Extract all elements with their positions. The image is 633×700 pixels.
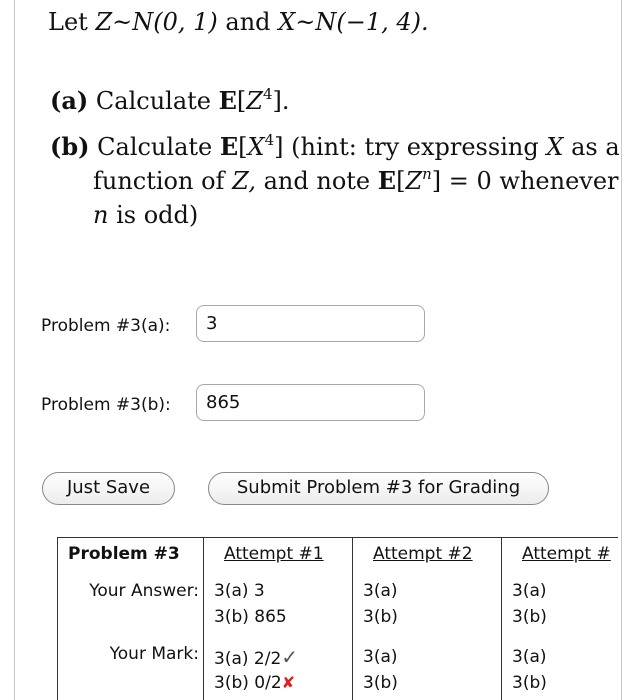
question-a-close: ].: [272, 87, 290, 115]
attempt-2-mark-a: 3(a): [363, 647, 398, 667]
row-label-your-answer: Your Answer:: [89, 581, 199, 601]
answer-a-input[interactable]: [196, 305, 425, 342]
intro-and: and: [225, 8, 271, 36]
intro-x: X: [278, 8, 296, 36]
problem-intro: Let Z~N(0, 1) and X~N(−1, 4).: [48, 8, 429, 36]
question-b-var: X: [247, 133, 265, 161]
question-b-line2-end: ] = 0 whenever: [431, 167, 619, 195]
attempt-column-3: [502, 538, 618, 700]
question-b-label: (b): [50, 132, 90, 161]
question-b-power: 4: [264, 131, 275, 149]
just-save-button[interactable]: Just Save: [42, 472, 175, 505]
intro-let: Let: [48, 8, 88, 36]
question-b-line2-mid: and note: [263, 167, 371, 195]
question-b-line2-power: n: [422, 165, 432, 183]
attempt-1-mark-a: 3(a) 2/2: [214, 649, 282, 669]
answer-a-label: Problem #3(a):: [41, 316, 171, 336]
cross-icon: ✘: [281, 673, 296, 692]
question-b-line3-end: is odd): [116, 201, 199, 229]
attempt-1-mark-b: 3(b) 0/2: [214, 673, 282, 693]
question-a-expectation: E: [218, 86, 237, 115]
intro-x-dist: N(−1, 4).: [315, 8, 429, 36]
question-b-line2-expr: Z: [405, 167, 423, 195]
attempt-2-mark-b: 3(b): [363, 673, 398, 693]
check-icon: ✓: [281, 645, 299, 669]
attempt-2-answer-a: 3(a): [363, 581, 398, 601]
intro-z: Z: [95, 8, 113, 36]
question-b-text: Calculate: [97, 133, 213, 161]
answer-b-label: Problem #3(b):: [41, 395, 171, 415]
attempts-table: [57, 537, 618, 700]
attempt-1-answer-b: 3(b) 865: [214, 607, 287, 627]
question-b-line1: (b) Calculate $E[X^4]$ (hint: try expressing X as a: [50, 131, 620, 161]
answer-b-input[interactable]: [196, 384, 425, 421]
attempts-label-column: [58, 538, 204, 700]
question-b-line2-expectation: E: [377, 166, 397, 195]
question-a-power: 4: [262, 85, 273, 103]
attempt-3-mark-b: 3(b): [512, 673, 547, 693]
intro-z-dist: N(0, 1): [132, 8, 218, 36]
attempt-3-mark-a: 3(a): [512, 647, 547, 667]
question-b-line2: function of Z, and note $E[Z^n] = 0$ whenever: [93, 165, 619, 195]
question-a-text: Calculate: [95, 87, 211, 115]
submit-grading-button[interactable]: Submit Problem #3 for Grading: [208, 472, 549, 505]
question-b-line2-pre: function of: [93, 167, 225, 195]
question-a: (a) Calculate $E[Z^4]$.: [50, 85, 290, 115]
question-a-var: Z: [246, 87, 263, 115]
attempt-2-answer-b: 3(b): [363, 607, 398, 627]
row-label-your-mark: Your Mark:: [109, 644, 199, 664]
attempt-3-answer-b: 3(b): [512, 607, 547, 627]
question-b-line3: [93, 201, 198, 229]
attempt-column-2: [353, 538, 502, 700]
question-b-expectation: E: [219, 132, 239, 161]
attempt-3-header-link[interactable]: Attempt #: [522, 544, 611, 564]
attempt-column-1: [204, 538, 353, 700]
attempts-table-title: Problem #3: [68, 544, 180, 564]
attempt-3-answer-a: 3(a): [512, 581, 547, 601]
question-b-hint-var: X: [546, 133, 564, 161]
question-b-line3-var: n: [93, 201, 109, 229]
question-b-hint-end: as a: [571, 133, 620, 161]
attempt-1-answer-a: 3(a) 3: [214, 581, 265, 601]
attempt-1-header-link[interactable]: Attempt #1: [224, 544, 324, 564]
attempt-1-mark-a-row: [214, 644, 298, 672]
question-a-label: (a): [50, 86, 89, 115]
question-b-line2-var: Z,: [232, 167, 256, 195]
attempt-1-mark-b-row: [214, 670, 295, 696]
question-b-hint-start: ] (hint: try expressing: [274, 133, 539, 161]
attempt-2-header-link[interactable]: Attempt #2: [373, 544, 473, 564]
